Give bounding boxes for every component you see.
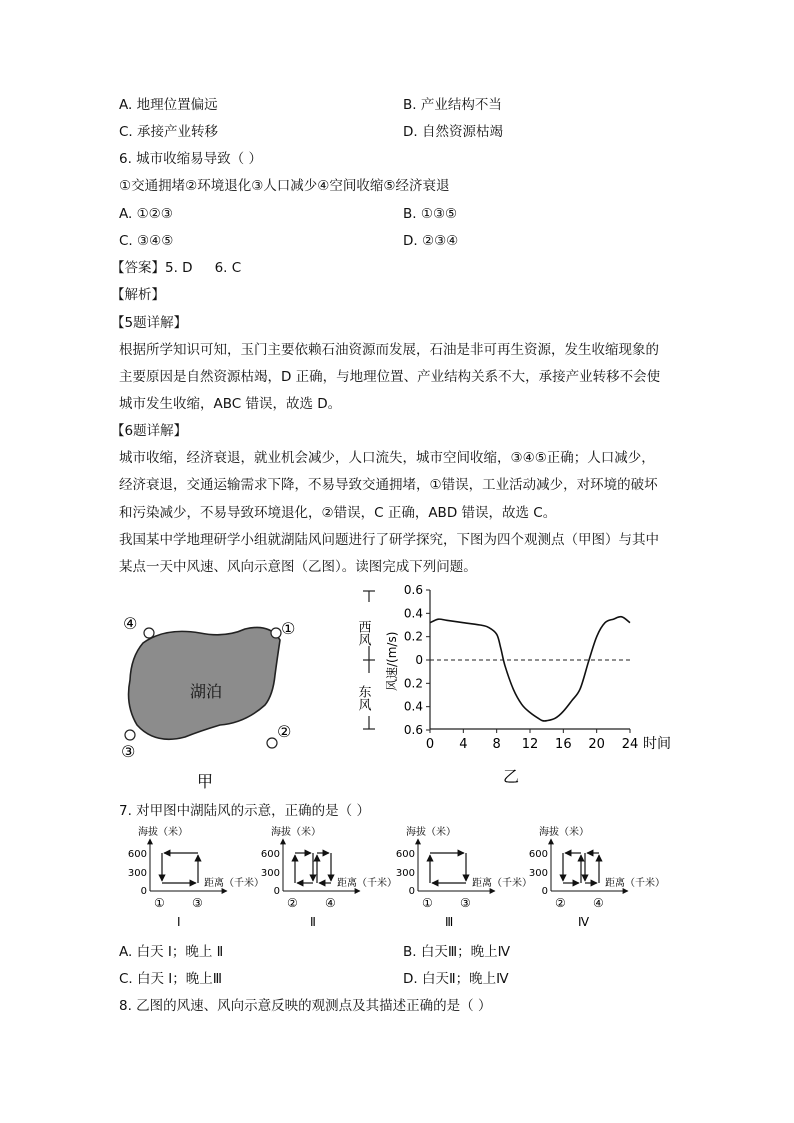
obs-point-2-circle: [267, 738, 277, 748]
distance-axis-label: 距离（千米）: [337, 878, 397, 889]
analysis-label: 【解析】: [111, 287, 165, 303]
y-tick-label: 0.6: [403, 583, 423, 597]
distance-axis-label: 距离（千米）: [605, 878, 665, 889]
altitude-tick-label: 600: [127, 849, 147, 860]
y-tick-label: 0.2: [403, 629, 423, 644]
altitude-tick-label: 300: [528, 868, 548, 879]
q5-option-c: C. 承接产业转移: [119, 124, 219, 140]
x-tick-label: 12: [521, 737, 539, 752]
altitude-tick-label: 0: [408, 886, 415, 897]
y-tick-label: 0.4: [403, 606, 423, 621]
altitude-axis-label: 海拔（米）: [271, 827, 321, 838]
east-wind-label: 东风: [355, 685, 371, 711]
diagram-point-left: ②: [287, 896, 298, 910]
answer-q5: 5. D: [165, 260, 193, 276]
diagram-roman-label: Ⅰ: [177, 915, 181, 929]
diagram-point-left: ②: [555, 896, 566, 910]
diagram-point-right: ③: [192, 896, 203, 910]
q7-stem: 7. 对甲图中湖陆风的示意，正确的是（ ）: [119, 803, 370, 819]
altitude-tick-label: 600: [260, 849, 280, 860]
x-tick-label: 20: [588, 737, 605, 752]
obs-point-3-label: ③: [121, 742, 136, 761]
detail5-label: 【5题详解】: [111, 315, 188, 331]
detail6-label: 【6题详解】: [111, 423, 188, 439]
q5-option-a: A. 地理位置偏远: [119, 97, 218, 113]
q6-option-b: B. ①③⑤: [403, 206, 458, 222]
distance-axis-label: 距离（千米）: [204, 878, 264, 889]
figure-jia: [115, 605, 315, 795]
x-tick-label: 0: [425, 737, 435, 752]
answer-label: 【答案】: [111, 260, 165, 276]
q8-stem: 8. 乙图的风速、风向示意反映的观测点及其描述正确的是（ ）: [119, 998, 492, 1014]
diagram-point-right: ④: [325, 896, 336, 910]
obs-point-3-circle: [125, 730, 135, 740]
q7-option-d: D. 白天Ⅱ；晚上Ⅳ: [403, 971, 509, 987]
obs-point-1-circle: [271, 628, 281, 638]
q7-option-c: C. 白天 Ⅰ；晚上Ⅲ: [119, 971, 223, 987]
q7-diagram-1: [122, 825, 272, 935]
q6-option-d: D. ②③④: [403, 233, 459, 249]
altitude-tick-label: 600: [528, 849, 548, 860]
q7-option-b: B. 白天Ⅲ；晚上Ⅳ: [403, 944, 511, 960]
altitude-axis-label: 海拔（米）: [406, 827, 456, 838]
lake-label: 湖泊: [190, 682, 223, 701]
diagram-point-left: ①: [154, 896, 165, 910]
q7-option-a: A. 白天 Ⅰ；晚上 Ⅱ: [119, 944, 224, 960]
diagram-point-right: ③: [460, 896, 471, 910]
altitude-tick-label: 0: [273, 886, 280, 897]
detail6-line-2: 经济衰退，交通运输需求下降，不易导致交通拥堵，①错误，工业活动减少，对环境的破坏: [119, 477, 658, 493]
y-tick-label: 0: [415, 653, 423, 667]
altitude-axis-label: 海拔（米）: [138, 827, 188, 838]
answer-line: [111, 258, 241, 278]
altitude-tick-label: 300: [127, 868, 147, 879]
distance-axis-label: 距离（千米）: [472, 878, 532, 889]
altitude-axis-label: 海拔（米）: [539, 827, 589, 838]
altitude-tick-label: 600: [395, 849, 415, 860]
x-tick-label: 8: [492, 737, 501, 752]
x-tick-label: 16: [555, 737, 572, 752]
x-tick-label: 4: [459, 737, 468, 752]
answer-q6: 6. C: [214, 260, 242, 276]
altitude-tick-label: 0: [541, 886, 548, 897]
q7-diagram-2: [255, 825, 405, 935]
obs-point-1-label: ①: [281, 619, 296, 638]
q6-option-a: A. ①②③: [119, 206, 173, 222]
diagram-point-left: ①: [422, 896, 433, 910]
altitude-tick-label: 300: [260, 868, 280, 879]
intro-line-2: 某点一天中风速、风向示意图（乙图）。读图完成下列问题。: [119, 559, 477, 575]
x-tick-label: 24: [621, 737, 639, 752]
intro-line-1: 我国某中学地理研学小组就湖陆风问题进行了研学探究，下图为四个观测点（甲图）与其中: [119, 532, 659, 548]
q6-stem: 6. 城市收缩易导致（ ）: [119, 151, 262, 167]
figure-jia-caption: 甲: [197, 772, 214, 791]
x-axis-label: 时间: [643, 736, 671, 752]
wind-speed-series-line: [430, 617, 630, 721]
figure-yi-chart: [355, 582, 685, 792]
west-wind-label: 西风: [355, 620, 371, 646]
diagram-roman-label: Ⅲ: [445, 915, 454, 929]
detail5-line-1: 根据所学知识可知，玉门主要依赖石油资源而发展，石油是非可再生资源，发生收缩现象的: [119, 342, 659, 358]
diagram-roman-label: Ⅳ: [578, 915, 590, 929]
q5-option-d: D. 自然资源枯竭: [403, 124, 503, 140]
q5-option-b: B. 产业结构不当: [403, 97, 502, 113]
q6-option-c: C. ③④⑤: [119, 233, 174, 249]
y-tick-label: 0.6: [403, 723, 423, 737]
figure-yi-caption: 乙: [503, 767, 520, 786]
detail5-line-2: 主要原因是自然资源枯竭，D 正确，与地理位置、产业结构关系不大，承接产业转移不会使: [119, 369, 661, 385]
obs-point-2-label: ②: [277, 722, 292, 741]
y-tick-label: 0.2: [403, 676, 423, 691]
detail6-line-3: 和污染减少，不易导致环境退化，②错误，C 正确，ABD 错误，故选 C。: [119, 505, 557, 521]
detail5-line-3: 城市发生收缩，ABC 错误，故选 D。: [119, 396, 342, 412]
q6-items: ①交通拥堵②环境退化③人口减少④空间收缩⑤经济衰退: [119, 178, 450, 194]
obs-point-4-label: ④: [123, 614, 138, 633]
detail6-line-1: 城市收缩，经济衰退，就业机会减少，人口流失，城市空间收缩，③④⑤正确；人口减少，: [119, 450, 655, 466]
diagram-point-right: ④: [593, 896, 604, 910]
q7-diagram-4: [523, 825, 673, 935]
altitude-tick-label: 0: [140, 886, 147, 897]
y-axis-label: 风速/(m/s): [385, 631, 399, 691]
obs-point-4-circle: [144, 628, 154, 638]
y-tick-label: 0.4: [403, 699, 423, 714]
altitude-tick-label: 300: [395, 868, 415, 879]
diagram-roman-label: Ⅱ: [310, 915, 316, 929]
q7-diagram-3: [390, 825, 540, 935]
